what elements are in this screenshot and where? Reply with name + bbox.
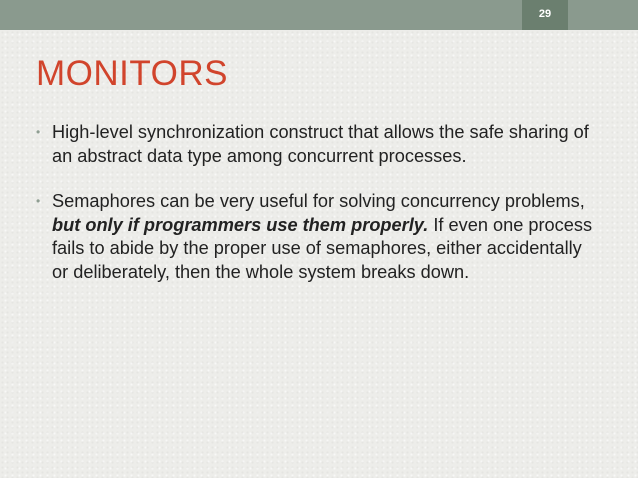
bullet-text: High-level synchronization construct that allows the safe sharing of an abstract data type among concurrent processes. [52, 122, 589, 166]
bullet-marker: • [36, 125, 41, 139]
slide-number: 29 [522, 0, 568, 30]
bullet-text-tail: If even one process fails to abide by the proper use of semaphores, either accidentally or deliberately, then the whole system breaks down. [52, 214, 593, 282]
bullet-emphasis: but only if programmers use them properly. [52, 214, 429, 235]
bullet-list [36, 121, 602, 285]
bullet-item [36, 121, 602, 168]
bullet-item [36, 190, 602, 284]
bullet-text-lead: Semaphores can be very useful for solving concurrency problems, [52, 191, 585, 212]
slide-title: MONITORS [36, 54, 228, 93]
bullet-marker: • [36, 194, 41, 209]
